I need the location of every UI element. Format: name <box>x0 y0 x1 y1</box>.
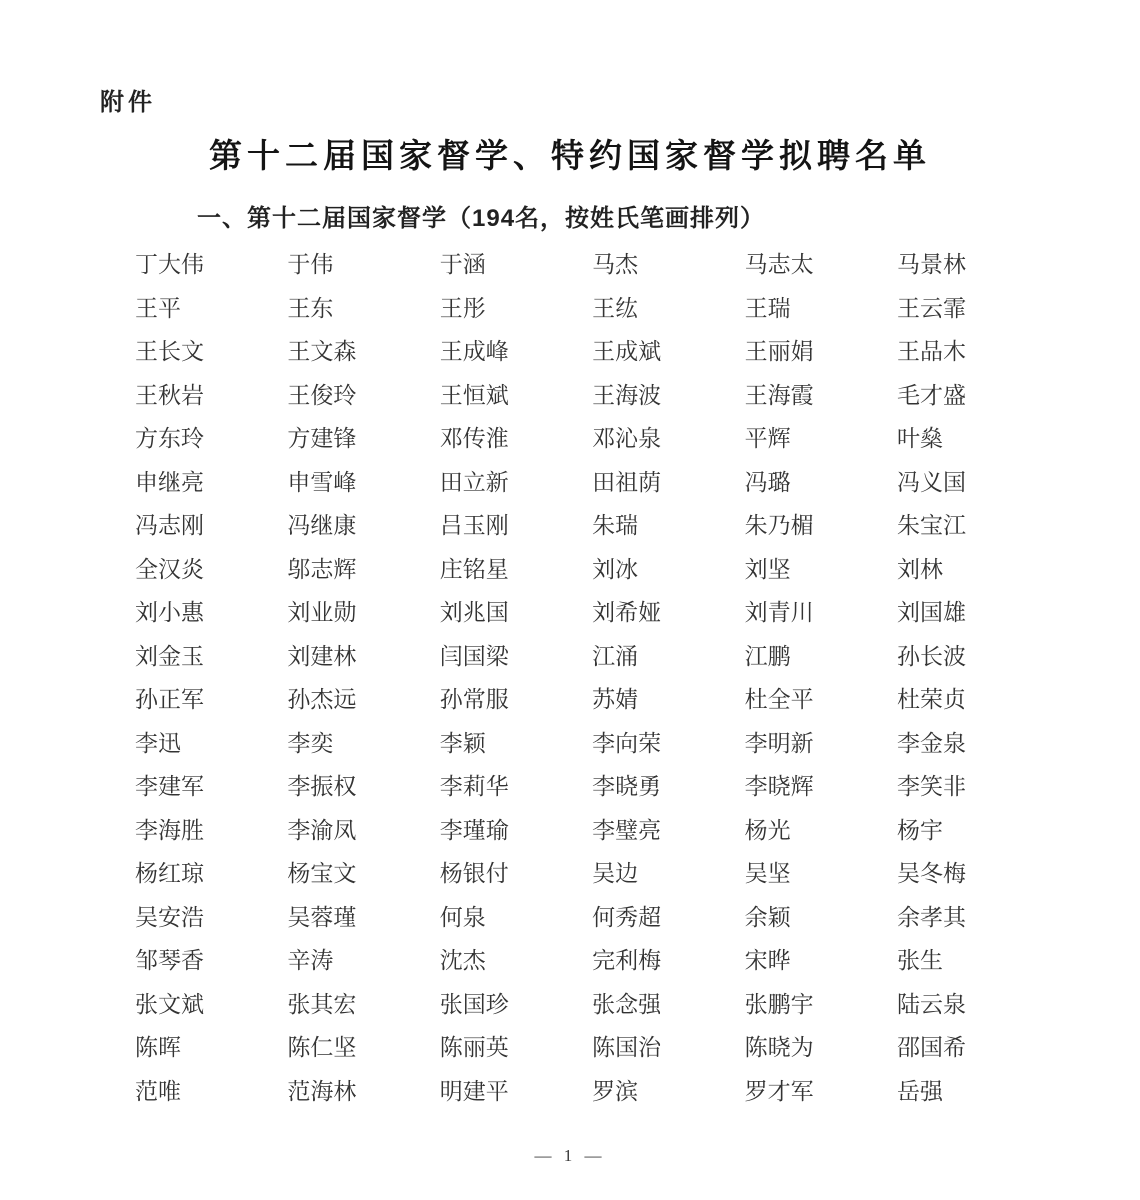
name-item: 李莉华 <box>439 774 509 800</box>
name-item: 王纮 <box>592 295 639 321</box>
attachment-label: 附件 <box>100 89 156 116</box>
name-item: 王东 <box>287 295 334 321</box>
name-item: 李迅 <box>135 730 181 756</box>
name-item: 王瑞 <box>744 295 791 321</box>
name-item: 罗才军 <box>744 1078 814 1104</box>
name-item: 王海霞 <box>744 382 814 408</box>
page-number: — 1 — <box>534 1146 606 1165</box>
name-item: 朱乃楣 <box>744 513 814 539</box>
name-item: 邵国希 <box>896 1035 966 1061</box>
name-item: 李金泉 <box>896 730 966 756</box>
name-item: 刘小惠 <box>135 600 204 626</box>
name-item: 冯义国 <box>896 469 966 495</box>
name-item: 陈晓为 <box>744 1035 814 1061</box>
name-item: 邹琴香 <box>135 948 204 974</box>
name-item: 马景林 <box>896 252 966 278</box>
name-item: 范海林 <box>287 1078 357 1104</box>
name-item: 王长文 <box>135 339 204 365</box>
name-item: 王俊玲 <box>287 382 357 408</box>
name-item: 李振权 <box>287 774 357 800</box>
name-item: 王秋岩 <box>135 382 204 408</box>
name-item: 李璧亮 <box>592 817 662 843</box>
name-item: 李渝凤 <box>287 817 357 843</box>
name-item: 张国珍 <box>439 991 509 1017</box>
name-item: 冯志刚 <box>135 513 204 539</box>
name-item: 刘业勋 <box>287 600 357 626</box>
name-item: 吕玉刚 <box>439 513 509 539</box>
name-item: 闫国梁 <box>439 643 509 669</box>
name-item: 李海胜 <box>135 817 204 843</box>
name-item: 完利梅 <box>592 948 662 974</box>
name-item: 张生 <box>896 948 943 974</box>
name-item: 张鹏宇 <box>744 991 814 1017</box>
name-item: 刘冰 <box>592 556 639 582</box>
name-item: 陆云泉 <box>896 991 966 1017</box>
name-item: 辛涛 <box>287 948 334 974</box>
name-item: 李明新 <box>744 730 814 756</box>
name-item: 李建军 <box>135 774 204 800</box>
name-item: 李笑非 <box>896 774 966 800</box>
name-item: 陈仁坚 <box>287 1035 357 1061</box>
name-item: 冯继康 <box>287 513 357 539</box>
name-item: 马志太 <box>744 252 814 278</box>
name-item: 余孝其 <box>896 904 966 930</box>
name-item: 毛才盛 <box>896 382 966 408</box>
name-item: 申继亮 <box>135 469 204 495</box>
name-item: 全汉炎 <box>135 556 204 582</box>
name-item: 朱宝江 <box>896 513 966 539</box>
name-item: 明建平 <box>439 1078 509 1104</box>
name-item: 于伟 <box>287 252 334 278</box>
name-item: 王彤 <box>439 295 486 321</box>
name-item: 岳强 <box>896 1078 943 1104</box>
name-item: 李瑾瑜 <box>439 817 509 843</box>
name-item: 丁大伟 <box>135 252 204 278</box>
section-heading: 一、第十二届国家督学（194名，按姓氏笔画排列） <box>197 205 766 232</box>
name-item: 吴坚 <box>744 861 791 887</box>
name-item: 杜荣贞 <box>896 687 966 713</box>
name-item: 杨宝文 <box>287 861 357 887</box>
name-item: 王丽娟 <box>744 339 814 365</box>
name-item: 刘国雄 <box>896 600 966 626</box>
name-item: 吴安浩 <box>135 904 204 930</box>
name-item: 王云霏 <box>896 295 966 321</box>
name-item: 刘金玉 <box>135 643 204 669</box>
name-item: 李奕 <box>287 730 334 756</box>
name-item: 孙长波 <box>896 643 966 669</box>
name-item: 王海波 <box>592 382 662 408</box>
name-item: 杨光 <box>744 817 791 843</box>
name-item: 陈国治 <box>592 1035 662 1061</box>
name-item: 何秀超 <box>592 904 662 930</box>
name-item: 冯璐 <box>744 469 791 495</box>
name-item: 马杰 <box>592 252 639 278</box>
name-item: 庄铭星 <box>439 556 509 582</box>
name-item: 范唯 <box>135 1078 181 1104</box>
name-item: 陈丽英 <box>439 1035 509 1061</box>
name-item: 孙常服 <box>439 687 509 713</box>
name-item: 吴边 <box>592 861 639 887</box>
name-item: 刘林 <box>896 556 943 582</box>
name-item: 平辉 <box>744 426 791 452</box>
name-item: 田立新 <box>439 469 509 495</box>
name-item: 邓沁泉 <box>592 426 662 452</box>
name-item: 方东玲 <box>135 426 204 452</box>
name-item: 李向荣 <box>592 730 662 756</box>
name-item: 李晓辉 <box>744 774 814 800</box>
name-item: 李颖 <box>439 730 486 756</box>
name-item: 王文森 <box>287 339 357 365</box>
name-item: 朱瑞 <box>592 513 639 539</box>
name-item: 王成斌 <box>592 339 662 365</box>
name-item: 孙正军 <box>135 687 204 713</box>
name-item: 张其宏 <box>287 991 357 1017</box>
name-item: 苏婧 <box>592 687 639 713</box>
name-item: 罗滨 <box>592 1078 639 1104</box>
name-item: 沈杰 <box>439 948 486 974</box>
name-item: 刘青川 <box>744 600 814 626</box>
name-item: 杨宇 <box>896 817 943 843</box>
name-item: 申雪峰 <box>287 469 357 495</box>
name-item: 刘建林 <box>287 643 357 669</box>
name-item: 刘兆国 <box>439 600 509 626</box>
name-item: 王品木 <box>896 339 966 365</box>
name-item: 江涌 <box>592 643 639 669</box>
name-item: 于涵 <box>439 252 486 278</box>
name-item: 孙杰远 <box>287 687 357 713</box>
name-item: 杨红琼 <box>135 861 204 887</box>
name-item: 刘坚 <box>744 556 791 582</box>
name-item: 江鹏 <box>744 643 791 669</box>
name-item: 张念强 <box>592 991 662 1017</box>
name-item: 吴冬梅 <box>896 861 966 887</box>
name-item: 邓传淮 <box>439 426 509 452</box>
name-item: 李晓勇 <box>592 774 662 800</box>
name-item: 王成峰 <box>439 339 509 365</box>
name-item: 杜全平 <box>744 687 814 713</box>
supervisor-name-list <box>135 243 997 1113</box>
name-item: 何泉 <box>439 904 486 930</box>
name-item: 叶燊 <box>896 426 943 452</box>
name-item: 余颖 <box>744 904 791 930</box>
document-title: 第十二届国家督学、特约国家督学拟聘名单 <box>209 139 931 175</box>
name-item: 田祖荫 <box>592 469 662 495</box>
name-item: 王恒斌 <box>439 382 509 408</box>
name-item: 张文斌 <box>135 991 204 1017</box>
name-item: 陈晖 <box>135 1035 181 1061</box>
name-item: 宋晔 <box>744 948 791 974</box>
name-item: 方建锋 <box>287 426 357 452</box>
name-item: 吴蓉瑾 <box>287 904 357 930</box>
name-item: 王平 <box>135 295 181 321</box>
name-item: 杨银付 <box>439 861 509 887</box>
name-item: 邬志辉 <box>287 556 357 582</box>
name-item: 刘希娅 <box>592 600 662 626</box>
